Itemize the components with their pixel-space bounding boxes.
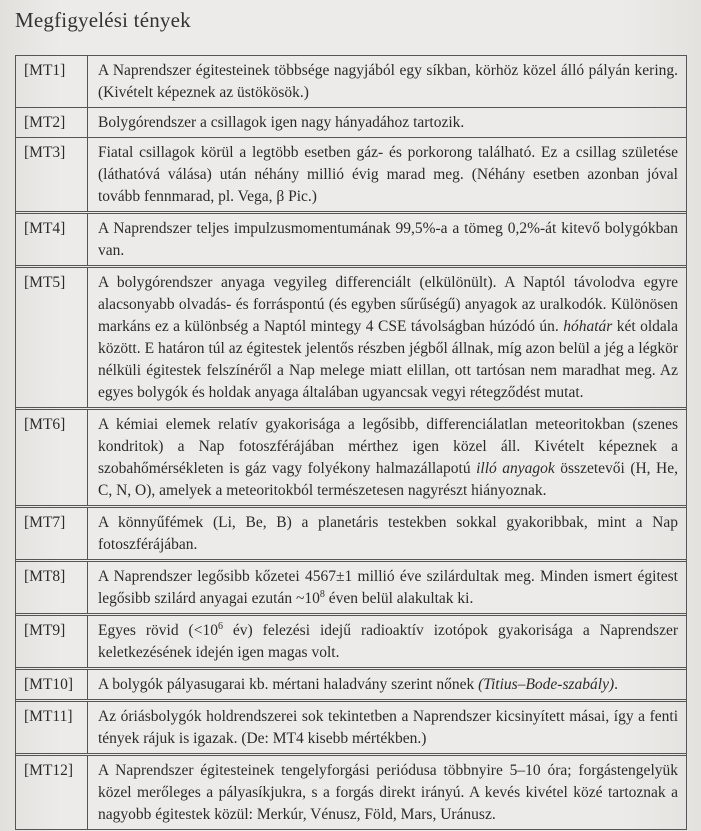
fact-text-superscript: 8: [319, 588, 325, 600]
fact-code: [MT5]: [16, 268, 88, 407]
fact-text: Az óriásbolygók holdrendszerei sok tekintetben a Naprendszer kicsinyített másai, így a fenti tények rájuk is igazak. (De: MT4 kisebb mértékben.): [98, 708, 678, 747]
fact-text: [88, 562, 686, 613]
table-row: [16, 407, 686, 505]
fact-text: [88, 410, 686, 505]
fact-code: [MT8]: [16, 562, 88, 613]
fact-text: A Naprendszer égitesteinek többsége nagyjából egy síkban, körhöz közel álló pályán kering. (Kivételt képeznek az üstökösök.): [98, 62, 678, 101]
table-row: [16, 211, 686, 265]
fact-text-part: Egyes rövid (<10: [98, 622, 218, 639]
table-row: [16, 265, 686, 407]
fact-text: A Naprendszer teljes impulzusmomentumának 99,5%-a a tömeg 0,2%-át kitevő bolygókban van.: [98, 220, 678, 259]
table-row: [16, 107, 686, 137]
fact-code: [MT4]: [16, 214, 88, 265]
facts-table: [15, 55, 687, 830]
fact-text: A Naprendszer égitesteinek tengelyforgási periódusa többnyire 5–10 óra; forgástengelyük közel merőleges a pályasíkjukra, s a forgás direkt irányú. A kevés kivétel közé tartoznak a nagyobb égitestek közül: Merkúr, Vénusz, Föld, Mars, Uránusz.: [98, 762, 678, 823]
fact-code: [MT3]: [16, 138, 88, 211]
fact-text: [88, 268, 686, 407]
table-row: [16, 753, 686, 829]
fact-text: Bolygórendszer a csillagok igen nagy hányadához tartozik.: [98, 114, 465, 131]
fact-code: [MT12]: [16, 756, 88, 829]
fact-text: [88, 616, 686, 667]
fact-text: A könnyűfémek (Li, Be, B) a planetáris testekben sokkal gyakoribbak, mint a Nap fotoszférájában.: [98, 514, 678, 553]
fact-text-italic: (Titius–Bode-szabály): [478, 676, 615, 693]
fact-text-part: A bolygók pályasugarai kb. mértani haladvány szerint nőnek: [98, 676, 479, 693]
fact-code: [MT10]: [16, 670, 88, 699]
table-row: [16, 667, 686, 699]
fact-text-part: A kémiai elemek relatív gyakorisága a legősibb, differenciálatlan meteoritokban (szenes kondritok) a Nap fotoszférájában mérthez igen közel áll. Kivételt képeznek a szobahőmérsékleten is gáz vagy folyékony halmazállapotú: [98, 416, 678, 477]
fact-code: [MT7]: [16, 508, 88, 559]
fact-text-part: A Naprendszer legősibb kőzetei 4567±1 millió éve szilárdultak meg. Minden ismert égitest legősibb szilárd anyagai ezután ~10: [98, 568, 678, 607]
fact-text-part: .: [614, 676, 619, 693]
table-row: [16, 613, 686, 667]
fact-text-superscript: 6: [217, 620, 223, 632]
fact-text-part: éven belül alakultak ki.: [324, 590, 474, 607]
fact-code: [MT9]: [16, 616, 88, 667]
table-row: [16, 559, 686, 613]
fact-text-italic: illó anyagok: [476, 460, 555, 477]
table-row: [16, 699, 686, 753]
fact-text: Fiatal csillagok körül a legtöbb esetben gáz- és porkorong található. Ez a csillag születése (láthatóvá válása) után néhány millió évig marad meg. (Néhány esetben azonban jóval tovább fennmarad, pl. Vega, β Pic.): [98, 144, 678, 205]
fact-text-part: A bolygórendszer anyaga vegyileg differenciált (elkülönült). A Naptól távolodva egyre alacsonyabb olvadás- és forráspontú (és egyben sűrűségű) anyagok az uralkodók. Különösen markáns ez a különbség a Naptól mintegy 4 CSE távolságban húzódó ún.: [98, 274, 678, 335]
fact-code: [MT11]: [16, 702, 88, 753]
table-row: [16, 56, 686, 107]
fact-text-part: két oldala között. E határon túl az égitestek jelentős részben jégből állnak, míg azon belül a jég a légkör nélküli égitestek felszínéről a Nap melege miatt elillan, ott tartósan nem maradhat meg. Az egyes bolygók és holdak anyaga általában ugyancsak vegyi rétegződést mutat.: [98, 318, 678, 401]
page-title: Megfigyelési tények: [15, 8, 191, 32]
table-row: [16, 137, 686, 211]
fact-text-italic: hóhatár: [563, 318, 613, 335]
fact-text-part: összetevői (H, He, C, N, O), amelyek a meteoritokból természetesen nagyrészt hiányoznak.: [98, 460, 678, 499]
fact-text: [88, 670, 686, 699]
fact-code: [MT1]: [16, 56, 88, 107]
fact-code: [MT6]: [16, 410, 88, 505]
fact-text-part: év) felezési idejű radioaktív izotópok gyakorisága a Naprendszer keletkezésének idején igen magas volt.: [98, 622, 678, 661]
fact-code: [MT2]: [16, 108, 88, 137]
table-row: [16, 505, 686, 559]
